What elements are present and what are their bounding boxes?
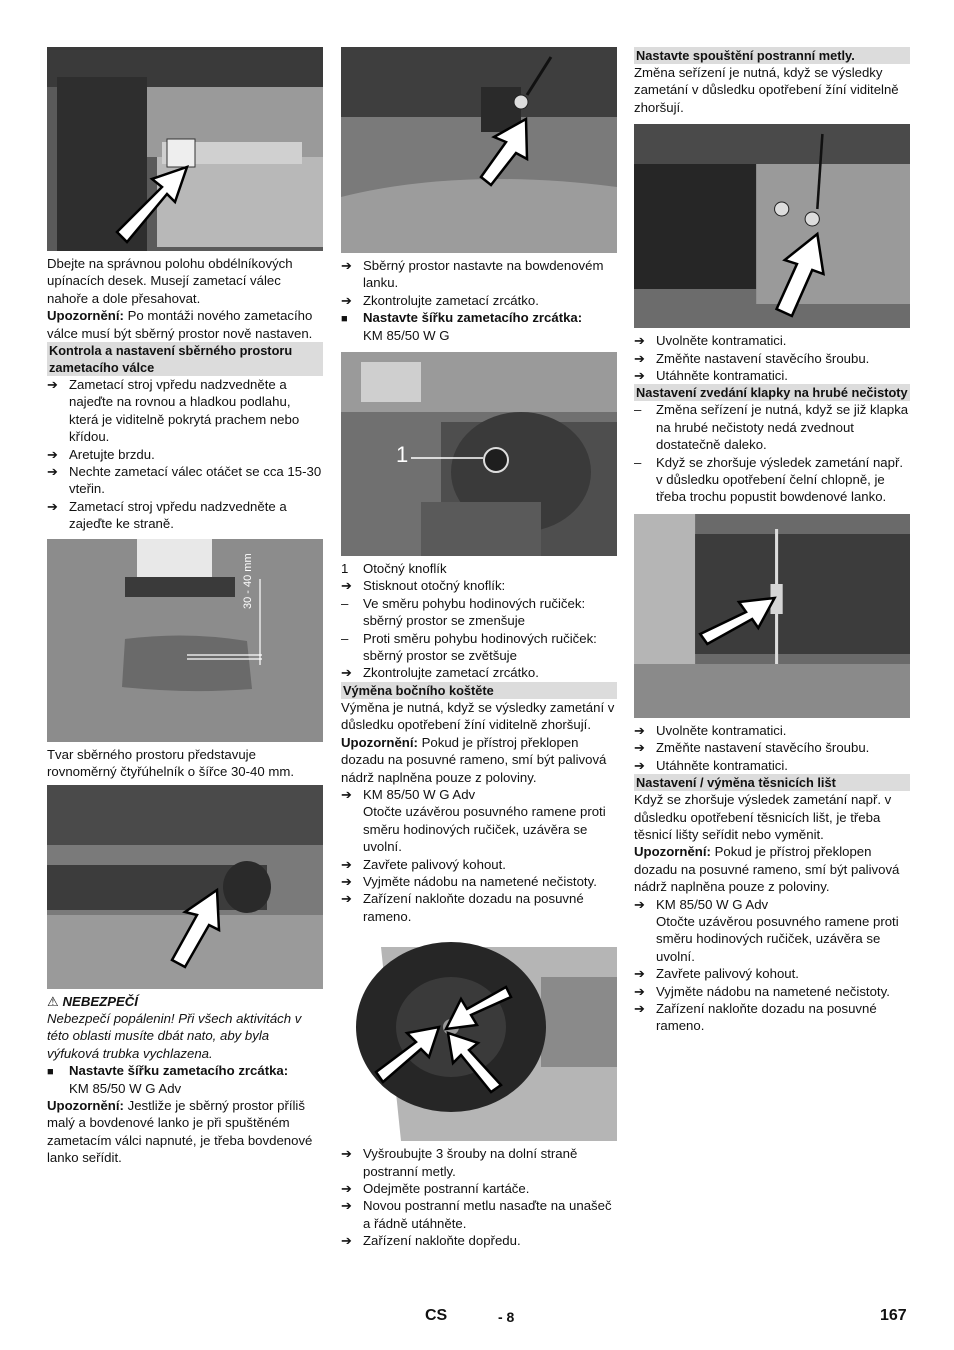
list-item: ➔ Uvolněte kontramatici. xyxy=(634,332,910,349)
photo-side-brush-adjust xyxy=(634,124,910,328)
list-item: ➔ Zařízení nakloňte dopředu. xyxy=(341,1232,617,1249)
steps-check-sweeping-area xyxy=(47,376,323,533)
photo-rotary-knob xyxy=(341,352,617,556)
footer-language: CS xyxy=(425,1307,448,1324)
heading-set-width-adv: ■ Nastavte šířku zametacího zrcátka: KM 85/50 W G Adv xyxy=(47,1062,323,1097)
photo-coarse-flap-cable xyxy=(634,514,910,718)
list-item: ➔ Zařízení nakloňte dozadu na posuvné rameno. xyxy=(634,1000,910,1035)
note-bowden: Upozornění: Jestliže je sběrný prostor příliš malý a bovdenové lanko je při spuštěném zametacím válci napnuté, je třeba bovdenové lanko seřídit. xyxy=(47,1097,313,1166)
list-item: ➔ Zavřete palivový kohout. xyxy=(634,965,910,982)
list-item: ➔ Vyjměte nádobu na nametené nečistoty. xyxy=(634,983,910,1000)
column-left xyxy=(47,47,323,1167)
legend-item: 1 Otočný knoflík xyxy=(341,561,447,577)
list-item: ➔ Zametací stroj vpředu nadzvedněte a najeďte na rovnou a hladkou podlahu, která je viditelně pokrytá prachem nebo křídou. xyxy=(47,376,323,446)
list-item: – Změna seřízení je nutná, když se již klapka na hrubé nečistoty nedá zvednout dostatečně daleko. xyxy=(634,401,910,453)
list-item: ➔ Zkontrolujte zametací zrcátko. xyxy=(341,292,617,309)
list-item: ➔ Utáhněte kontramatici. xyxy=(634,367,910,384)
list-item: – Ve směru pohybu hodinových ručiček: sběrný prostor se zmenšuje xyxy=(341,595,617,630)
list-item: ➔ Vyšroubujte 3 šrouby na dolní straně postranní metly. xyxy=(341,1145,617,1180)
section-title-side-brush-replacement: Výměna bočního koštěte xyxy=(341,682,617,699)
list-item: ➔ KM 85/50 W G Adv Otočte uzávěrou posuvného ramene proti směru hodinových ručiček, uzávěra se uvolní. xyxy=(341,786,617,856)
list-item: ➔ Zavřete palivový kohout. xyxy=(341,856,617,873)
list-item: ➔ Odejměte postranní kartáče. xyxy=(341,1180,617,1197)
photo-exhaust-area xyxy=(47,785,323,989)
note-fuel-tank: Upozornění: Pokud je přístroj překlopen dozadu na posuvné rameno, smí být palivová nádrž naplněna pouze z poloviny. xyxy=(341,734,607,785)
list-item: ➔ Zařízení nakloňte dozadu na posuvné rameno. xyxy=(341,890,617,925)
list-item: ➔ Změňte nastavení stavěcího šroubu. xyxy=(634,739,910,756)
list-item: ➔ Uvolněte kontramatici. xyxy=(634,722,910,739)
list-item: ➔ Zkontrolujte zametací zrcátko. xyxy=(341,664,617,681)
measure-label: 30 - 40 mm xyxy=(242,553,254,609)
section-title-sealing-strips: Nastavení / výměna těsnicích lišt xyxy=(634,774,910,791)
list-item: – Proti směru pohybu hodinových ručiček: sběrný prostor se zvětšuje xyxy=(341,630,617,665)
text-side-brush-lowering: Změna seřízení je nutná, když se výsledky zametání v důsledku opotřebení žíní viditelně zhoršují. xyxy=(634,65,899,115)
warning-icon: ⚠ xyxy=(47,993,59,1009)
page-number: 167 xyxy=(880,1307,907,1324)
photo-sweeping-roller-clamp xyxy=(47,47,323,251)
column-right xyxy=(634,47,910,1035)
list-item: ➔ Stisknout otočný knoflík: xyxy=(341,577,617,594)
text-clamp-position: Dbejte na správnou polohu obdélníkových upínacích desek. Musejí zametací válec nahoře a dole přesahovat. xyxy=(47,256,293,306)
list-item: ➔ Nechte zametací válec otáčet se cca 15-30 vteřin. xyxy=(47,463,323,498)
section-title-side-brush-lowering: Nastavte spouštění postranní metly. xyxy=(634,47,910,64)
text-sealing-strips: Když se zhoršuje výsledek zametání např. v důsledku opotřebení těsnicích lišt, je třeba těsnicí lišty seřídit nebo vyměnit. xyxy=(634,792,892,842)
list-item: ➔ Aretujte brzdu. xyxy=(47,446,323,463)
photo-side-brush xyxy=(341,937,617,1141)
danger-text: Nebezpečí popálenin! Při všech aktivitách v této oblasti musíte dbát nato, aby byla výfuková trubka vychlazena. xyxy=(47,1010,302,1061)
heading-set-width: ■ Nastavte šířku zametacího zrcátka: KM 85/50 W G xyxy=(341,309,617,344)
photo-bowden-cable xyxy=(341,47,617,253)
list-item: ➔ Sběrný prostor nastavte na bowdenovém lanku. xyxy=(341,257,617,292)
text-sweeping-shape: Tvar sběrného prostoru představuje rovnoměrný čtyřúhelník o šířce 30-40 mm. xyxy=(47,746,294,780)
list-item: ➔ Vyjměte nádobu na nametené nečistoty. xyxy=(341,873,617,890)
note-new-roller: Upozornění: Po montáži nového zametacího válce musí být sběrný prostor nově nastaven. xyxy=(47,308,313,341)
column-middle xyxy=(341,47,617,1250)
list-item: – Když se zhoršuje výsledek zametání např. v důsledku opotřebení čelní chlopně, je třeba trochu popustit bowdenové lanko. xyxy=(634,454,910,506)
list-item: ➔ Utáhněte kontramatici. xyxy=(634,757,910,774)
photo-sweeping-pattern xyxy=(47,539,323,742)
list-item: ➔ Novou postranní metlu nasaďte na unašeč a řádně utáhněte. xyxy=(341,1197,617,1232)
list-item: ➔ Zametací stroj vpředu nadzvedněte a zajeďte ke straně. xyxy=(47,498,323,533)
callout-number: 1 xyxy=(396,442,409,468)
list-item: ➔ Změňte nastavení stavěcího šroubu. xyxy=(634,350,910,367)
section-title-check-sweeping-area: Kontrola a nastavení sběrného prostoru zametacího válce xyxy=(47,342,323,376)
note-fuel-tank: Upozornění: Pokud je přístroj překlopen dozadu na posuvné rameno, smí být palivová nádrž naplněna pouze z poloviny. xyxy=(634,844,900,895)
danger-heading: ⚠ NEBEZPEČÍ xyxy=(47,993,138,1009)
footer-subpage: - 8 xyxy=(498,1309,515,1325)
text-side-brush-replacement: Výměna je nutná, když se výsledky zametání v důsledku opotřebení žíní viditelně zhoršují. xyxy=(341,699,615,733)
list-item: ➔ KM 85/50 W G Adv Otočte uzávěrou posuvného ramene proti směru hodinových ručiček, uzávěra se uvolní. xyxy=(634,896,910,966)
section-title-coarse-flap: Nastavení zvedání klapky na hrubé nečistoty xyxy=(634,384,910,401)
